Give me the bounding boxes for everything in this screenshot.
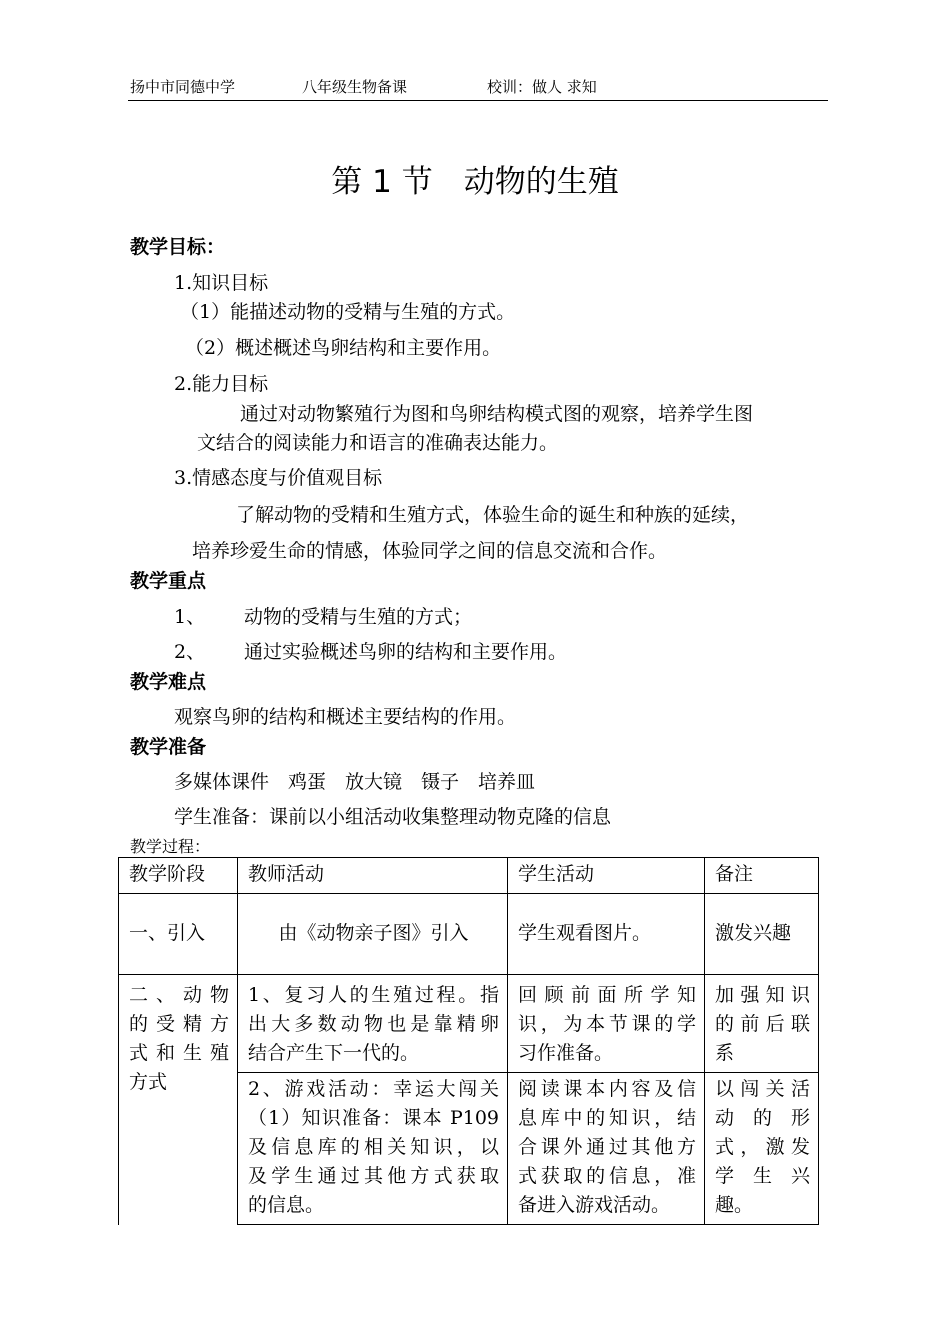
table-row bbox=[119, 894, 819, 975]
note-line: 学 生 兴 bbox=[715, 1165, 811, 1187]
row1-student: 学生观看图片。 bbox=[508, 894, 705, 975]
teacher-line: 2、游戏活动：幸运大闯关 bbox=[248, 1078, 499, 1100]
row1-teacher: 由《动物亲子图》引入 bbox=[238, 894, 508, 975]
teacher-line: 及信息库的相关知识，以 bbox=[248, 1136, 499, 1158]
note-line: 式，激发 bbox=[715, 1136, 810, 1158]
ability-objective-title: 2.能力目标 bbox=[174, 373, 269, 395]
key-point-1-number: 1、 bbox=[174, 606, 206, 628]
column-header-teacher: 教师活动 bbox=[238, 858, 508, 894]
note-line: 的前后联 bbox=[715, 1013, 810, 1035]
process-table bbox=[118, 857, 819, 1225]
row1-note: 激发兴趣 bbox=[705, 894, 819, 975]
stage-line: 的受精方 bbox=[129, 1013, 229, 1035]
note-line: 动 的 形 bbox=[715, 1107, 811, 1129]
student-line: 备进入游戏活动。 bbox=[518, 1194, 671, 1216]
process-heading: 教学过程： bbox=[130, 837, 211, 856]
knowledge-objective-2: （2）概述概述鸟卵结构和主要作用。 bbox=[185, 337, 502, 359]
teacher-line: 及学生通过其他方式获取 bbox=[248, 1165, 499, 1187]
row1-stage: 一、引入 bbox=[119, 894, 238, 975]
row3-student bbox=[508, 1073, 705, 1225]
key-point-2-text: 通过实验概述鸟卵的结构和主要作用。 bbox=[244, 641, 568, 663]
objectives-heading: 教学目标： bbox=[130, 236, 226, 258]
preparation-materials: 多媒体课件 鸡蛋 放大镜 镊子 培养皿 bbox=[174, 771, 536, 793]
teacher-line: 结合产生下一代的。 bbox=[248, 1042, 420, 1064]
knowledge-objective-1: （1）能描述动物的受精与生殖的方式。 bbox=[180, 301, 516, 323]
student-line: 识，为本节课的学 bbox=[518, 1013, 696, 1035]
note-line: 以闯关活 bbox=[715, 1078, 810, 1100]
preparation-heading: 教学准备 bbox=[130, 736, 207, 758]
row3-teacher bbox=[238, 1073, 508, 1225]
column-header-stage: 教学阶段 bbox=[119, 858, 238, 894]
ability-objective-line-1: 通过对动物繁殖行为图和鸟卵结构模式图的观察，培养学生图 bbox=[240, 403, 754, 425]
student-line: 阅读课本内容及信 bbox=[518, 1078, 696, 1100]
table-row bbox=[119, 975, 819, 1073]
row2-student bbox=[508, 975, 705, 1073]
teacher-line: 出大多数动物也是靠精卵 bbox=[248, 1013, 499, 1035]
difficulty-heading: 教学难点 bbox=[130, 671, 207, 693]
teacher-line: 1、复习人的生殖过程。指 bbox=[248, 984, 499, 1006]
header-divider bbox=[128, 100, 828, 101]
emotion-objective-line-2: 培养珍爱生命的情感，体验同学之间的信息交流和合作。 bbox=[192, 540, 668, 562]
row2-teacher bbox=[238, 975, 508, 1073]
table-header-row bbox=[119, 858, 819, 894]
key-point-2-number: 2、 bbox=[174, 641, 206, 663]
student-line: 合课外通过其他方 bbox=[518, 1136, 696, 1158]
header-school: 扬中市同德中学 bbox=[130, 78, 236, 96]
note-line: 加强知识 bbox=[715, 984, 810, 1006]
header-motto: 校训：做人 求知 bbox=[487, 78, 597, 96]
student-line: 习作准备。 bbox=[518, 1042, 614, 1064]
row3-note bbox=[705, 1073, 819, 1225]
teacher-line: 的信息。 bbox=[248, 1194, 325, 1216]
header-course: 八年级生物备课 bbox=[302, 78, 408, 96]
column-header-note: 备注 bbox=[705, 858, 819, 894]
preparation-student: 学生准备：课前以小组活动收集整理动物克隆的信息 bbox=[174, 806, 612, 828]
column-header-student: 学生活动 bbox=[508, 858, 705, 894]
note-line: 系 bbox=[715, 1042, 735, 1064]
knowledge-objective-title: 1.知识目标 bbox=[174, 272, 269, 294]
teacher-line: （1）知识准备：课本 P109 bbox=[248, 1107, 499, 1129]
emotion-objective-title: 3.情感态度与价值观目标 bbox=[174, 467, 383, 489]
key-points-heading: 教学重点 bbox=[130, 570, 207, 592]
page-title: 第 1 节 动物的生殖 bbox=[331, 164, 619, 200]
note-line: 趣。 bbox=[715, 1194, 754, 1216]
student-line: 息库中的知识，结 bbox=[518, 1107, 696, 1129]
stage-line: 式和生殖 bbox=[129, 1042, 229, 1064]
emotion-objective-line-1: 了解动物的受精和生殖方式，体验生命的诞生和种族的延续， bbox=[236, 504, 750, 526]
row2-stage bbox=[119, 975, 238, 1225]
row2-note bbox=[705, 975, 819, 1073]
student-line: 回顾前面所学知 bbox=[518, 984, 696, 1006]
ability-objective-line-2: 文结合的阅读能力和语言的准确表达能力。 bbox=[197, 432, 559, 454]
student-line: 式获取的信息，准 bbox=[518, 1165, 696, 1187]
stage-line: 方式 bbox=[129, 1071, 168, 1093]
difficulty-text: 观察鸟卵的结构和概述主要结构的作用。 bbox=[174, 706, 517, 728]
stage-line: 二、动物 bbox=[129, 984, 229, 1006]
key-point-1-text: 动物的受精与生殖的方式； bbox=[244, 606, 473, 628]
